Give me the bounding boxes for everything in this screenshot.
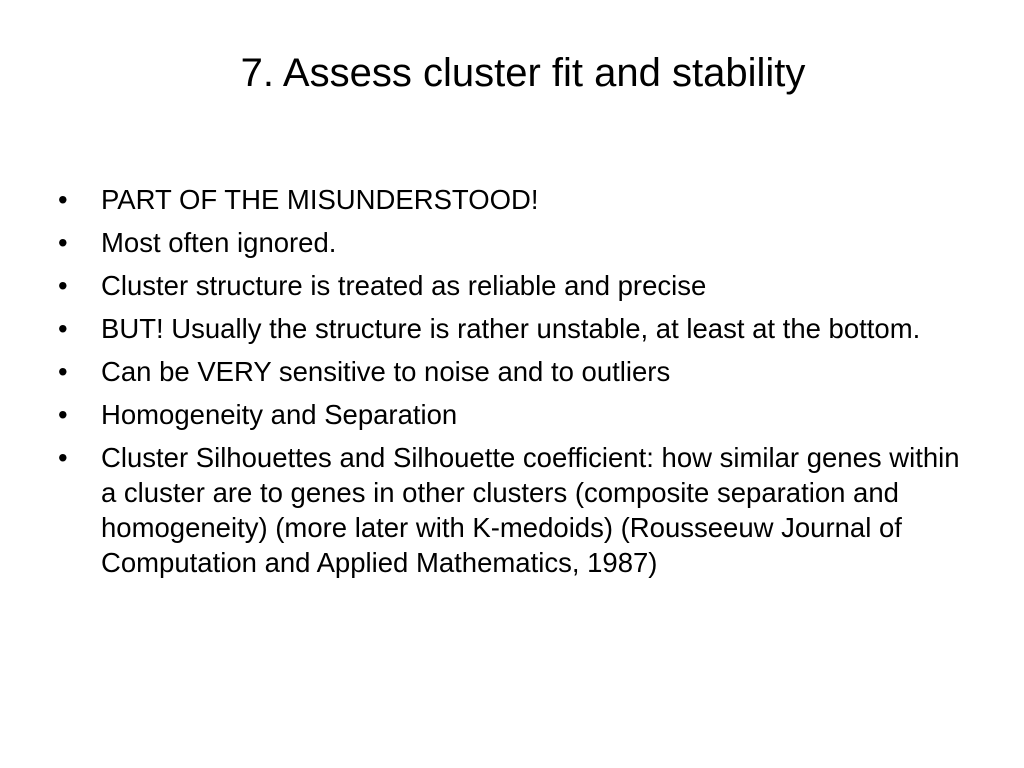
bullet-text: Most often ignored. [101, 227, 337, 258]
bullet-item [58, 268, 968, 303]
bullet-text: Cluster Silhouettes and Silhouette coefficient: how similar genes within a cluster are to genes in other clusters (composite separation and homogeneity) (more later with K-medoids) (Rousseeuw Journal of Computation and Applied Mathematics, 1987) [101, 442, 960, 578]
bullet-text: Homogeneity and Separation [101, 399, 458, 430]
bullet-text: Cluster structure is treated as reliable and precise [101, 270, 707, 301]
bullet-item [58, 440, 968, 580]
bullet-marker: • [58, 356, 68, 387]
bullet-item [58, 182, 968, 217]
bullet-item [58, 225, 968, 260]
slide-title: 7. Assess cluster fit and stability [240, 51, 806, 95]
bullet-marker: • [58, 184, 68, 215]
bullet-marker: • [58, 270, 68, 301]
bullet-text: PART OF THE MISUNDERSTOOD! [101, 184, 539, 215]
bullet-text: Can be VERY sensitive to noise and to outliers [101, 356, 671, 387]
bullet-item [58, 354, 968, 389]
bullet-text: BUT! Usually the structure is rather unstable, at least at the bottom. [101, 313, 921, 344]
bullet-item [58, 311, 968, 346]
bullet-list [58, 182, 968, 588]
bullet-marker: • [58, 442, 68, 473]
bullet-marker: • [58, 227, 68, 258]
bullet-item [58, 397, 968, 432]
bullet-marker: • [58, 399, 68, 430]
bullet-marker: • [58, 313, 68, 344]
